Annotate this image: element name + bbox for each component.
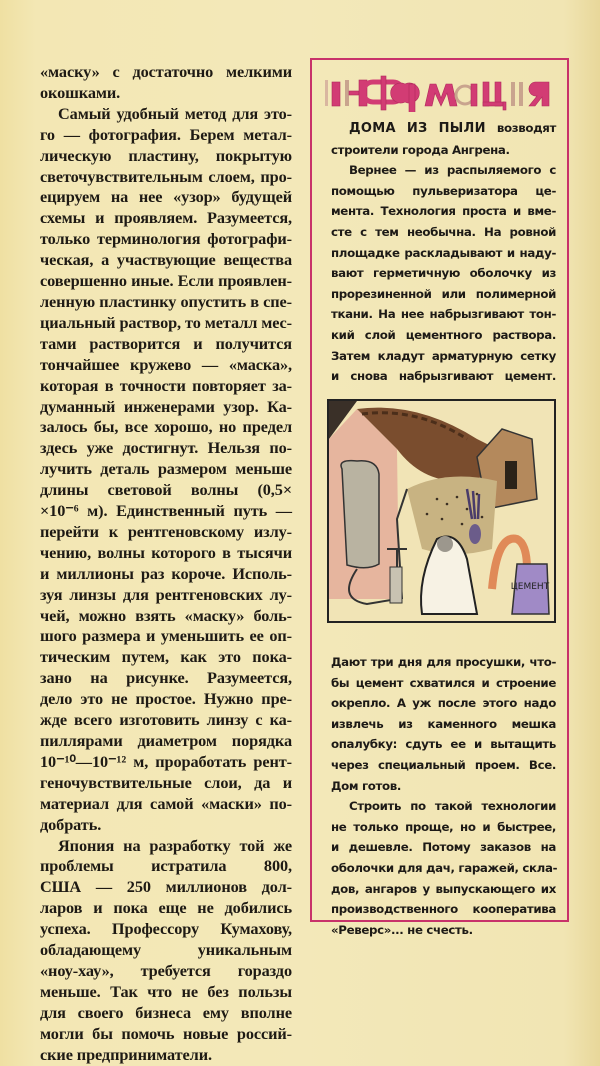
text-line: Дают три дня для просушки, что- [331,655,556,669]
info-text-top [331,118,556,387]
text-line: мента. Технология проста и вме- [331,204,556,219]
text-line: циальный раствор, то металл мес- [40,312,292,332]
text-line: здесь уже достигнут. Нельзя по- [40,438,292,458]
text-line: зано на рисунке. Разумеется, [40,668,292,688]
text-line: жде всего изготовить линзу с ка- [40,710,292,730]
text-line: площадке раскладывают и наду- [331,245,556,260]
text-line: 10⁻¹⁰—10⁻¹² м, проработать рент- [40,751,292,771]
text-line: ткани. На нее набрызгивают тон- [331,307,556,322]
text-line: вают герметичную оболочку из [331,266,556,281]
text-line: думанный инженерами узор. Ка- [40,396,292,416]
text-line: кий слой цементного раствора. [331,327,556,342]
info-title-logo [325,72,557,112]
text-line: помощью пульверизатора це- [331,183,556,198]
text-line: добрать. [40,814,102,834]
text-line: окошками. [40,82,121,102]
text-line: дов, ангаров у выпускающего их [331,881,556,896]
text-line: только терминология фотографи- [40,229,292,249]
text-line: ческая, а участвующие вещества [40,250,292,270]
text-line: проблемы истратила 800, [40,856,292,876]
headline: ДОМА ИЗ ПЫЛИ [349,121,497,136]
text-line: лучить деталь размером меньше [40,459,292,479]
text-line: строители города Ангрена. [331,142,510,157]
text-line: го — фотография. Берем метал- [40,124,292,144]
text-line: успеха. Профессору Кумахову, [40,919,292,939]
text-line: ские предприниматели. [40,1044,212,1064]
text-line: тическим путем, как это пока- [40,647,292,667]
text-line: опалубку: сдуть ее и вытащить [331,737,556,752]
text-line: зуя линзы для рентгеновских лу- [40,584,292,604]
text-line: не только проще, но и быстрее, [331,819,556,834]
info-sidebar-box [310,58,569,937]
text-line: и дешевле. Потому заказов на [331,840,556,855]
text-line: бы цемент схватился и строение [331,675,556,690]
article-left-column [40,62,292,1066]
text-line: США — 250 миллионов дол- [40,877,292,897]
text-line: ларов и пока еще не добились [40,898,292,918]
text-line: ×10⁻⁶ м). Единственный путь — [40,501,292,521]
text-line: длины световой волны (0,5× [40,480,292,500]
text-line: меньше. Так что не без пользы [40,981,292,1001]
text-line: Вернее — из распыляемого с [349,163,556,178]
text-line: перейти к рентгеновскому излу- [40,521,292,541]
text-line: Япония на разработку той же [58,835,292,855]
text-line: Самый удобный метод для это- [58,103,292,123]
text-line: совершенно иные. Если проявлен- [40,271,292,291]
text-line: материал для самой «маски» по- [40,793,292,813]
text-line: геночувствительные слои, да и [40,772,292,792]
text-line: извлечь из каменного мешка [331,716,556,731]
text-line: дело это не простое. Нужно пре- [40,689,292,709]
text-line: для своего бизнеса ему вполне [40,1002,292,1022]
text-line: чей, можно взять «маску» боль- [40,605,292,625]
cement-house-illustration [327,399,556,623]
text-line: сте с тем необычна. На ровной [331,224,556,239]
text-line: шого размера и уменьшить ее оп- [40,626,292,646]
info-text-bottom [331,652,556,940]
text-line: чению, волны которого в тысячи [40,542,292,562]
text-line: Дом готов. [331,778,402,793]
text-line: схемы и проявляем. Разумеется, [40,208,292,228]
text-line: могли бы помочь новые россий- [40,1023,292,1043]
text-line: «Реверс»... не счесть. [331,922,473,937]
text-line: пиллярами диаметром порядка [40,731,292,750]
text-line: обладающему уникальным [40,940,292,960]
text-line: ецируем на нее «узор» будущей [40,187,292,207]
text-line: через специальный проем. Все. [331,757,556,772]
text-line: Затем кладут арматурную сетку [331,348,556,363]
text-line: оболочки для дач, гаражей, скла- [331,860,558,875]
text-line: Строить по такой технологии [349,799,556,814]
text-line: которая в точности повторяет за- [40,375,292,395]
text-line: «ноу-хау», требуется гораздо [40,960,292,980]
tank-label: ЦЕМЕНТ [510,582,550,592]
text-line: ленную пластинку опустить в спе- [40,291,292,311]
text-line: ДОМА ИЗ ПЫЛИ возводят [349,121,556,136]
text-line: «маску» с достаточно мелкими [40,62,292,81]
text-line: прорезиненной или полимерной [331,286,556,301]
text-line: производственного кооператива [331,902,556,917]
text-line: залось бы, все хорошо, но предел [40,417,292,437]
text-line: лическую пластину, покрытую [40,145,292,165]
text-line: светочувствительным слоем, про- [40,166,292,186]
text-line: окрепло. А уж после этого надо [331,696,556,711]
text-line: тончайшее кружево — «маска», [40,354,292,374]
text-line: и снова набрызгивают цемент. [331,369,556,384]
text-line: тами растворится и получится [40,333,292,353]
text-line: и миллионы раз короче. Исполь- [40,563,292,583]
